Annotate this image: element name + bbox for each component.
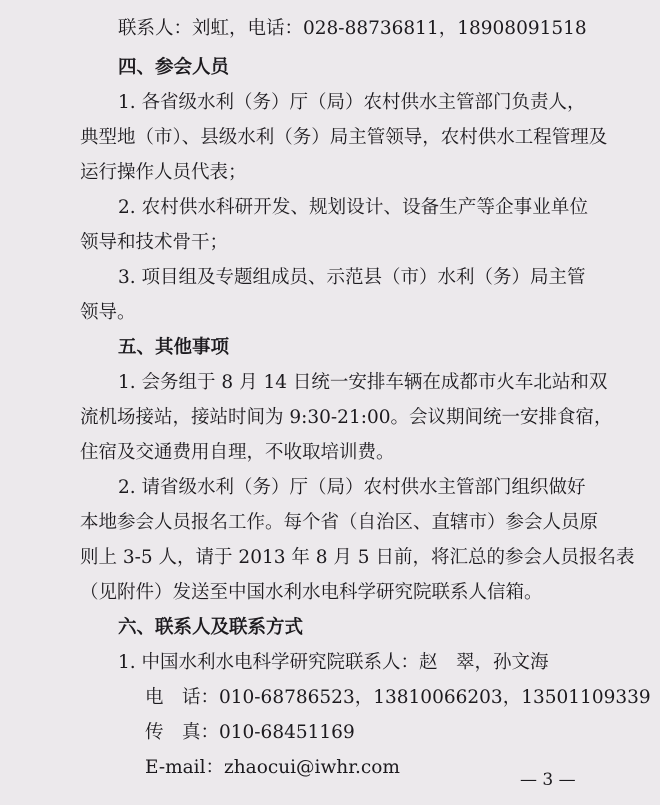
section-5-item-2-line-4: （见附件）发送至中国水利水电科学研究院联系人信箱。 xyxy=(80,582,543,603)
section-5-item-1-line-1: 1. 会务组于 8 月 14 日统一安排车辆在成都市火车北站和双 xyxy=(118,372,608,393)
section-5-item-2-line-3: 则上 3-5 人，请于 2013 年 8 月 5 日前，将汇总的参会人员报名表 xyxy=(80,547,635,568)
section-5-item-1-line-3: 住宿及交通费用自理，不收取培训费。 xyxy=(80,442,395,463)
section-4-item-2-line-2: 领导和技术骨干； xyxy=(80,232,229,253)
section-5-item-1-line-2: 流机场接站，接站时间为 9:30-21:00。会议期间统一安排食宿， xyxy=(80,407,613,428)
section-4-item-1-line-1: 1. 各省级水利（务）厅（局）农村供水主管部门负责人， xyxy=(118,92,586,113)
contact-fax: 传 真：010-68451169 xyxy=(145,722,355,743)
section-5-heading: 五、其他事项 xyxy=(118,337,230,358)
section-4-item-1-line-2: 典型地（市）、县级水利（务）局主管领导，农村供水工程管理及 xyxy=(80,127,608,148)
contact-email: E-mail：zhaocui@iwhr.com xyxy=(145,757,400,778)
section-4-heading: 四、参会人员 xyxy=(118,57,230,78)
contact-line-top: 联系人：刘虹，电话：028-88736811，18908091518 xyxy=(118,18,587,39)
section-5-item-2-line-1: 2. 请省级水利（务）厅（局）农村供水主管部门组织做好 xyxy=(118,477,586,498)
section-4-item-2-line-1: 2. 农村供水科研开发、规划设计、设备生产等企事业单位 xyxy=(118,197,588,218)
section-6-heading: 六、联系人及联系方式 xyxy=(118,617,304,638)
section-4-item-3-line-1: 3. 项目组及专题组成员、示范县（市）水利（务）局主管 xyxy=(118,267,586,288)
section-4-item-3-line-2: 领导。 xyxy=(80,302,136,323)
contact-person: 1. 中国水利水电科学研究院联系人：赵 翠，孙文海 xyxy=(118,652,549,673)
section-5-item-2-line-2: 本地参会人员报名工作。每个省（自治区、直辖市）参会人员原 xyxy=(80,512,599,533)
contact-phone: 电 话：010-68786523，13810066203，13501109339 xyxy=(145,687,651,708)
page-number: — 3 — xyxy=(520,770,576,790)
section-4-item-1-line-3: 运行操作人员代表； xyxy=(80,162,247,183)
